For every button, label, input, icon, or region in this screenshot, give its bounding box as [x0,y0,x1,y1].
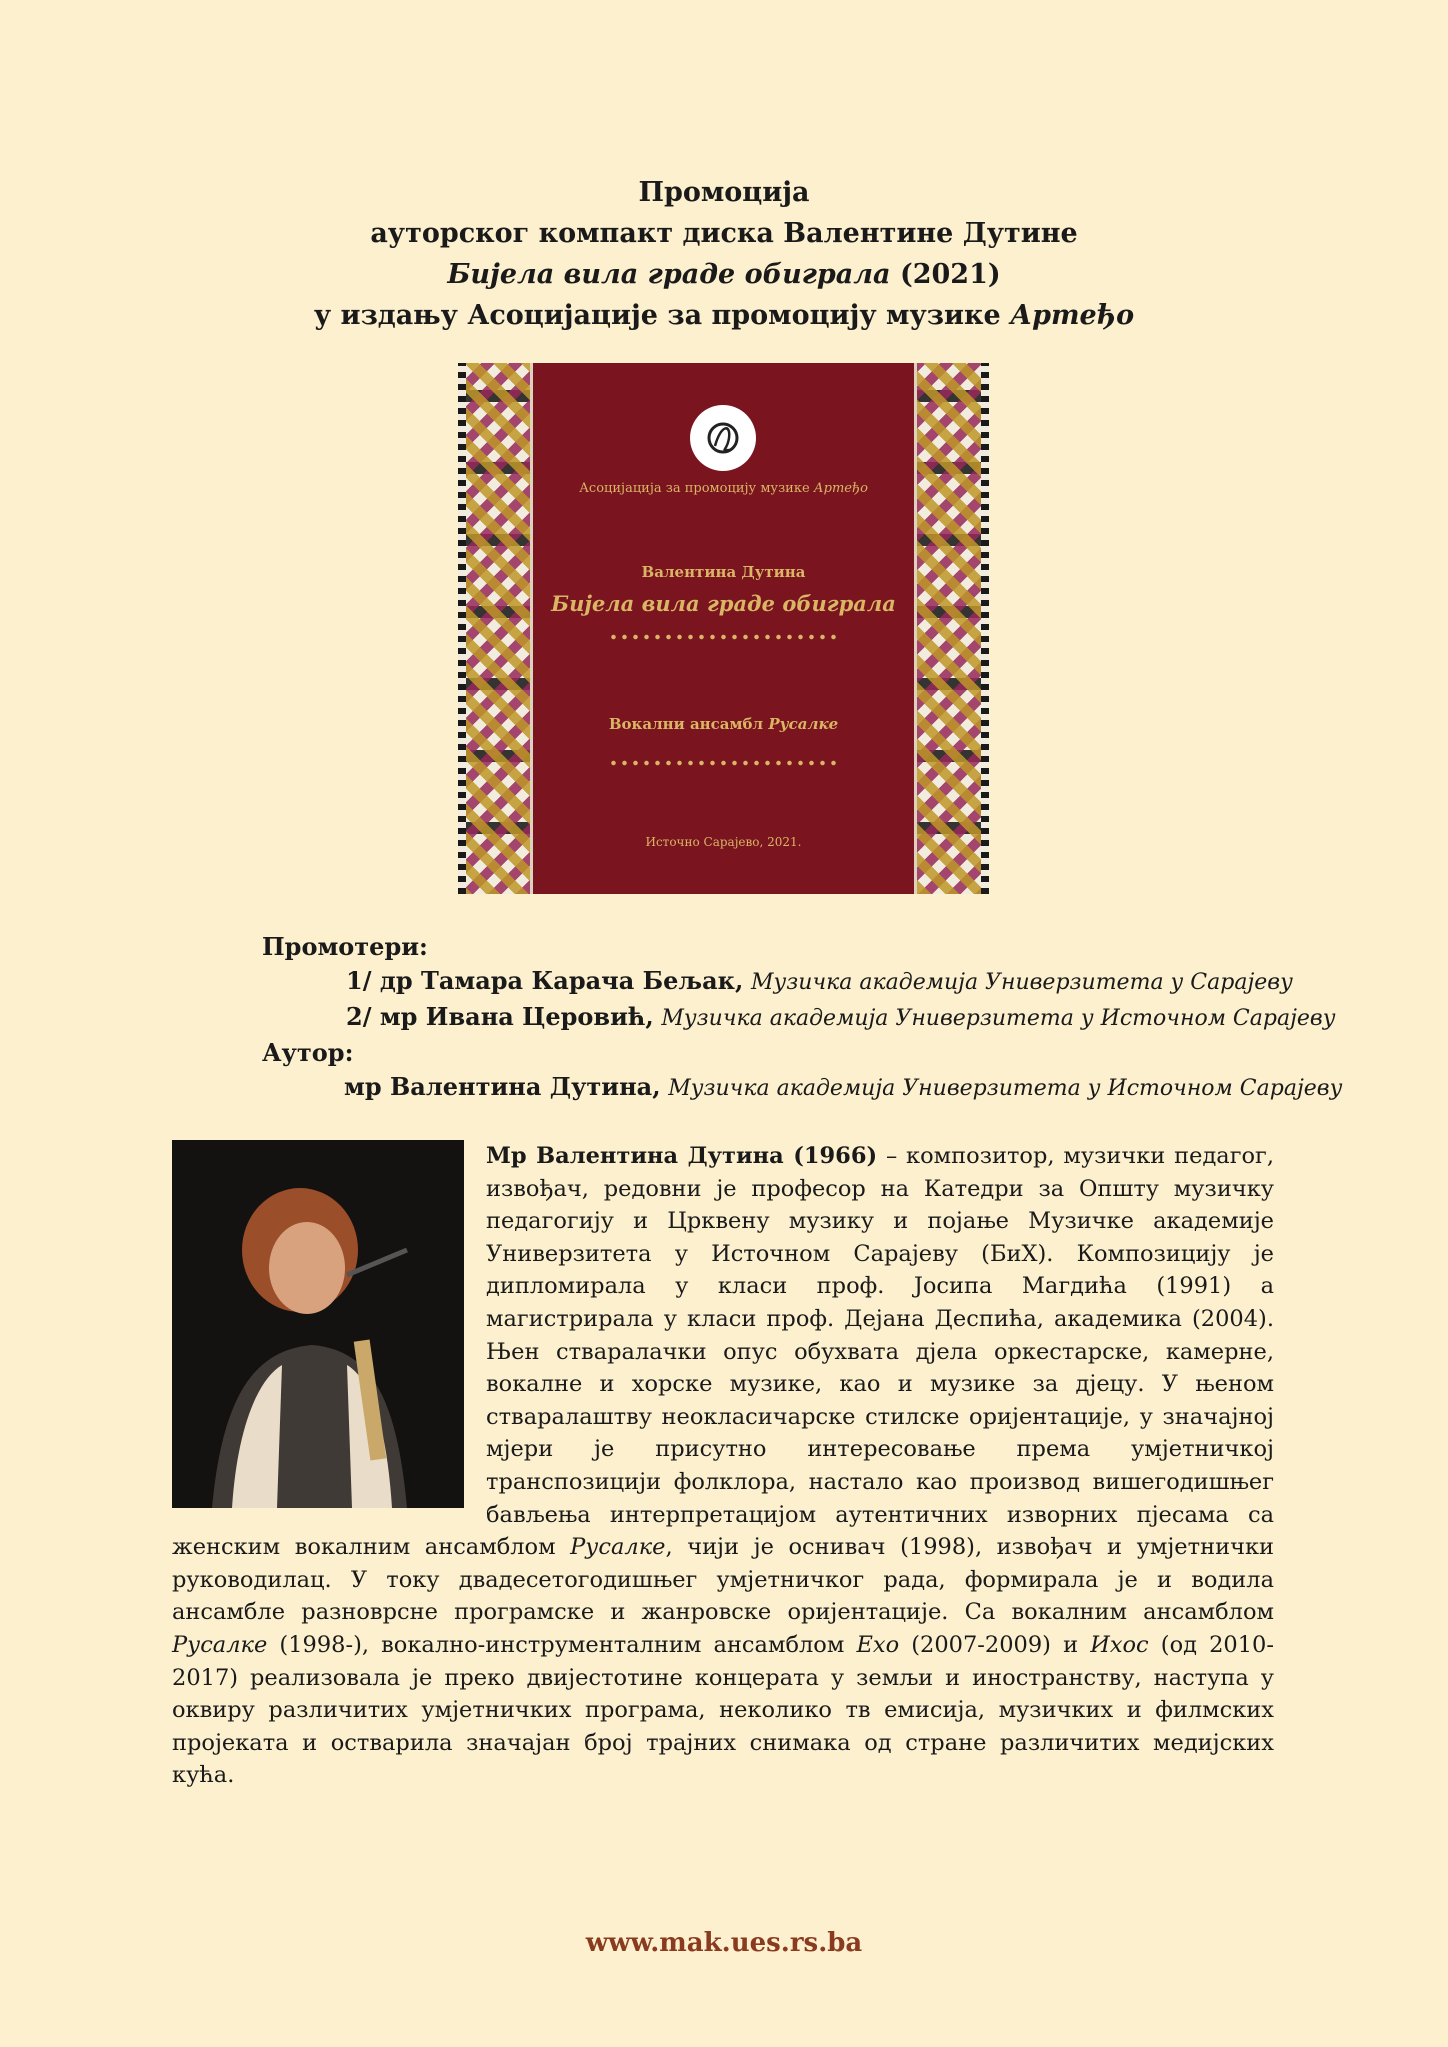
promoter-name: 1/ др Тамара Карача Бељак, [346,966,744,995]
cover-album-title: Бијела вила граде обиграла [551,591,896,616]
bio-lead: Мр Валентина Дутина (1966) [486,1143,878,1169]
cover-author: Валентина Дутина [641,563,806,581]
cover-association: Асоцијација за промоцију музике Артеђо [579,481,868,496]
cover-ensemble: Вокални ансамбл Русалке [608,715,839,733]
promoter-affiliation: Музичка академија Универзитета у Сарајеву [751,970,1293,995]
promoters-heading: Промотери: [262,932,428,961]
cover-ornament [608,757,839,769]
promoters-section [262,930,1343,1106]
title-line-1: Промоција [638,177,810,208]
publisher-name: Артеђо [1010,300,1135,331]
folk-pattern-left [458,363,533,894]
title-line-2: ауторског компакт диска Валентине Дутине [370,218,1078,249]
page-title [0,172,1448,336]
cover-ornament [608,631,839,643]
promoter-affiliation: Музичка академија Универзитета у Источном Сарајеву [661,1006,1336,1031]
cover-place-year: Источно Сарајево, 2021. [645,835,802,849]
author-line [262,1070,1343,1106]
album-year: (2021) [899,259,1001,290]
title-line-3 [0,254,1448,295]
author-biography: Мр Валентина Дутина (1966) – композитор, музички педагог, извођач, редовни је професор на Катедри за Општу музичку педагогију и Црквену музику и појање Музичке академије Универзитета у Источном Сарајеву (БиХ). Композицију је дипломирала у класи проф. Јосипа Магдића (1991) а магистрирала у класи проф. Дејана Деспића, академика (2004). Њен стваралачки опус обухвата дјела оркестарске, камерне, вокалне и хорске музике, као и музике за дјецу. У њеном стваралаштву неокласичарске стилске оријентације, у значајној мјери је присутно интересовање према умјетничкој транспозицији фолклора, настало као производ вишегодишњег бављења интерпретацијом аутентичних изворних пјесама са женским вокалним ансамблом Русалке, чији је оснивач (1998), извођач и умјетнички руководилац. У току двадесетогодишњег умјетничког рада, формирала је и водила ансамбле разноврсне програмске и жанровске оријентације. Са вокалним ансамблом Русалке (1998-), вокално-инструменталним ансамблом Ехо (2007-2009) и Ихос (од 2010-2017) реализовала је преко двијестотине концерата у земљи и иностранству, наступа у оквиру различитих умјетничких програма, неколико тв емисија, музичких и филмских пројеката и остварила значајан број трајних снимака од стране различитих медијских кућа. [172,1143,1275,1789]
cd-cover-image [458,363,989,894]
publisher-prefix: у издању Асоцијације за промоцију музике [313,300,1001,331]
title-line-4 [0,295,1448,336]
author-affiliation: Музичка академија Универзитета у Источном Сарајеву [668,1076,1343,1101]
author-name: мр Валентина Дутина, [344,1072,661,1101]
promoter-1 [262,964,1293,1000]
author-heading: Аутор: [262,1038,354,1067]
folk-pattern-right [914,363,989,894]
association-logo-icon [690,405,756,471]
promoter-name: 2/ мр Ивана Церовић, [346,1002,654,1031]
footer-website-link[interactable]: www.mak.ues.rs.ba [585,1928,863,1958]
album-title: Бијела вила граде обиграла [447,259,891,290]
promoter-2 [262,1000,1336,1036]
